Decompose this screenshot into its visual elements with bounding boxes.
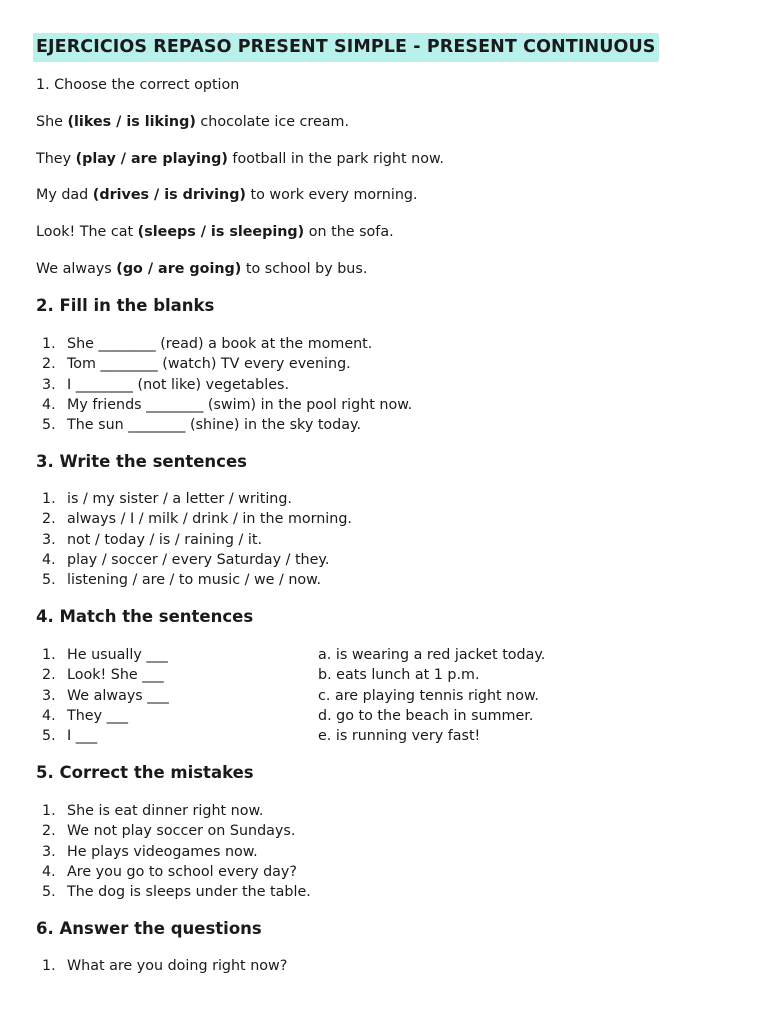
item-number: 3. bbox=[42, 531, 56, 548]
choice-sentence-4 bbox=[36, 222, 394, 242]
item-text: is / my sister / a letter / writing. bbox=[67, 491, 292, 507]
choice-options: (go / are going) bbox=[116, 261, 242, 277]
item-number: 1. bbox=[42, 336, 56, 352]
item-text: always / I / milk / drink / in the morning. bbox=[67, 511, 352, 528]
match-option: d. go to the beach in summer. bbox=[318, 707, 534, 724]
choice-post: chocolate ice cream. bbox=[195, 114, 350, 130]
choice-pre: We always bbox=[36, 261, 117, 277]
item-number: 1. bbox=[42, 803, 56, 819]
item-text: I ________ (not like) vegetables. bbox=[67, 376, 289, 393]
item-number: 4. bbox=[42, 863, 56, 880]
section4-heading: 4. Match the sentences bbox=[36, 607, 254, 626]
item-number: 3. bbox=[42, 376, 56, 393]
section2-heading: 2. Fill in the blanks bbox=[36, 296, 215, 315]
item-number: 5. bbox=[42, 728, 56, 745]
item-number: 2. bbox=[42, 667, 56, 684]
item-number: 2. bbox=[42, 511, 56, 528]
choice-pre: Look! The cat bbox=[36, 224, 138, 240]
item-number: 4. bbox=[42, 396, 56, 413]
match-option: e. is running very fast! bbox=[318, 728, 481, 745]
choice-sentence-1 bbox=[36, 112, 349, 132]
item-text: He usually ___ bbox=[67, 647, 168, 663]
choice-post: on the sofa. bbox=[304, 224, 394, 240]
choice-pre: My dad bbox=[36, 187, 93, 203]
item-text: Tom ________ (watch) TV every evening. bbox=[67, 356, 351, 373]
item-number: 5. bbox=[42, 417, 56, 434]
choice-sentence-3 bbox=[36, 185, 418, 205]
choice-options: (play / are playing) bbox=[75, 151, 228, 167]
item-text: I ___ bbox=[67, 728, 98, 745]
choice-options: (likes / is liking) bbox=[67, 114, 196, 130]
page-title: EJERCICIOS REPASO PRESENT SIMPLE - PRESENT CONTINUOUS bbox=[33, 33, 659, 62]
item-number: 1. bbox=[42, 958, 56, 974]
item-text: My friends ________ (swim) in the pool right now. bbox=[67, 396, 413, 413]
item-text: The sun ________ (shine) in the sky today. bbox=[67, 417, 361, 434]
match-option: a. is wearing a red jacket today. bbox=[318, 647, 546, 663]
item-number: 3. bbox=[42, 687, 56, 704]
item-number: 4. bbox=[42, 551, 56, 568]
match-right-list bbox=[318, 645, 545, 746]
item-number: 2. bbox=[42, 823, 56, 840]
item-text: We always ___ bbox=[67, 687, 169, 704]
choice-post: to school by bus. bbox=[241, 261, 368, 277]
section3-heading: 3. Write the sentences bbox=[36, 452, 247, 471]
item-number: 5. bbox=[42, 884, 56, 901]
choice-post: football in the park right now. bbox=[227, 151, 444, 167]
item-text: Look! She ___ bbox=[67, 667, 164, 684]
choice-pre: They bbox=[36, 151, 76, 167]
item-number: 2. bbox=[42, 356, 56, 373]
choice-pre: She bbox=[36, 114, 68, 130]
item-text: listening / are / to music / we / now. bbox=[67, 572, 322, 589]
choice-options: (sleeps / is sleeping) bbox=[137, 224, 305, 240]
item-number: 5. bbox=[42, 572, 56, 589]
item-text: They ___ bbox=[67, 707, 129, 724]
choice-options: (drives / is driving) bbox=[92, 187, 246, 203]
item-text: What are you doing right now? bbox=[67, 958, 288, 974]
item-text: Are you go to school every day? bbox=[67, 863, 297, 880]
item-number: 1. bbox=[42, 647, 56, 663]
choice-sentence-2 bbox=[36, 149, 444, 169]
item-text: The dog is sleeps under the table. bbox=[67, 884, 311, 901]
item-text: She is eat dinner right now. bbox=[67, 803, 264, 819]
section1-heading: 1. Choose the correct option bbox=[36, 77, 240, 93]
item-text: She ________ (read) a book at the moment. bbox=[67, 336, 373, 352]
item-text: not / today / is / raining / it. bbox=[67, 531, 263, 548]
item-number: 1. bbox=[42, 491, 56, 507]
item-text: He plays videogames now. bbox=[67, 843, 258, 860]
item-text: We not play soccer on Sundays. bbox=[67, 823, 296, 840]
item-number: 3. bbox=[42, 843, 56, 860]
section5-heading: 5. Correct the mistakes bbox=[36, 763, 254, 782]
choice-sentence-5 bbox=[36, 259, 367, 279]
choice-post: to work every morning. bbox=[245, 187, 418, 203]
item-text: play / soccer / every Saturday / they. bbox=[67, 551, 330, 568]
item-number: 4. bbox=[42, 707, 56, 724]
match-option: c. are playing tennis right now. bbox=[318, 687, 539, 704]
section6-heading: 6. Answer the questions bbox=[36, 919, 262, 938]
match-option: b. eats lunch at 1 p.m. bbox=[318, 667, 480, 684]
